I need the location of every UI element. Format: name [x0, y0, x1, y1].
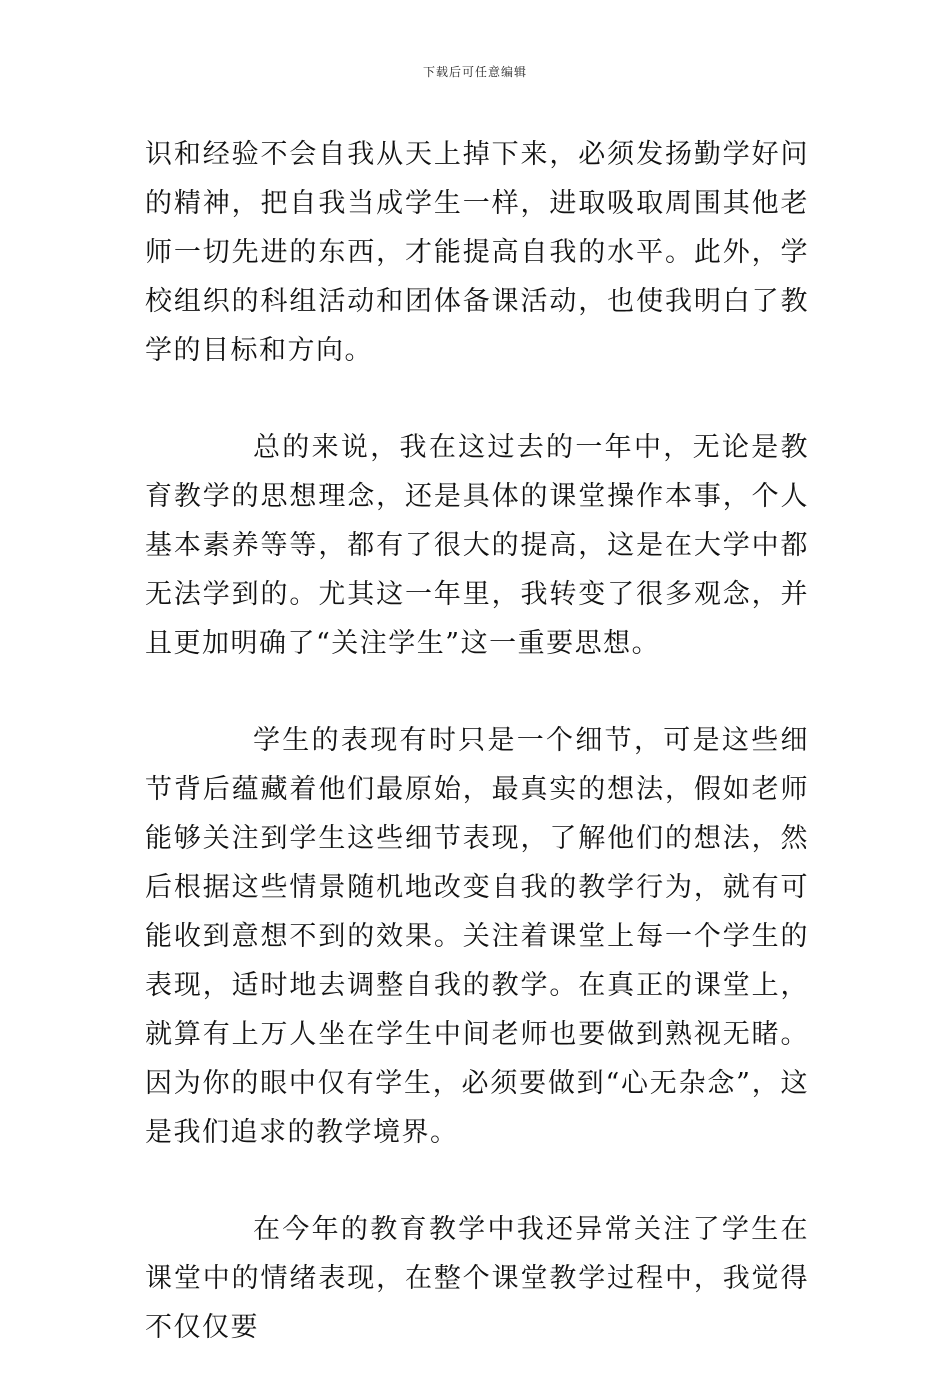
paragraph-4: 在今年的教育教学中我还异常关注了学生在课堂中的情绪表现，在整个课堂教学过程中，我觉得不仅仅要	[145, 1214, 809, 1343]
download-note: 下载后可任意编辑	[422, 65, 527, 79]
paragraph-3: 学生的表现有时只是一个细节，可是这些细节背后蕴藏着他们最原始，最真实的想法，假如老师能够关注到学生这些细节表现，了解他们的想法，然后根据这些情景随机地改变自我的教学行为，就有可能收到意想不到的效果。关注着课堂上每一个学生的表现，适时地去调整自我的教学。在真正的课堂上，就算有上万人坐在学生中间老师也要做到熟视无睹。因为你的眼中仅有学生，必须要做到“心无杂念”，这是我们追求的教学境界。	[145, 725, 809, 1148]
document-body	[145, 130, 809, 1400]
paragraph-1: 识和经验不会自我从天上掉下来，必须发扬勤学好问的精神，把自我当成学生一样，进取吸取周围其他老师一切先进的东西，才能提高自我的水平。此外，学校组织的科组活动和团体备课活动，也使我明白了教学的目标和方向。	[145, 139, 809, 366]
paragraph-2: 总的来说，我在这过去的一年中，无论是教育教学的思想理念，还是具体的课堂操作本事，个人基本素养等等，都有了很大的提高，这是在大学中都无法学到的。尤其这一年里，我转变了很多观念，并且更加明确了“关注学生”这一重要思想。	[145, 432, 809, 659]
